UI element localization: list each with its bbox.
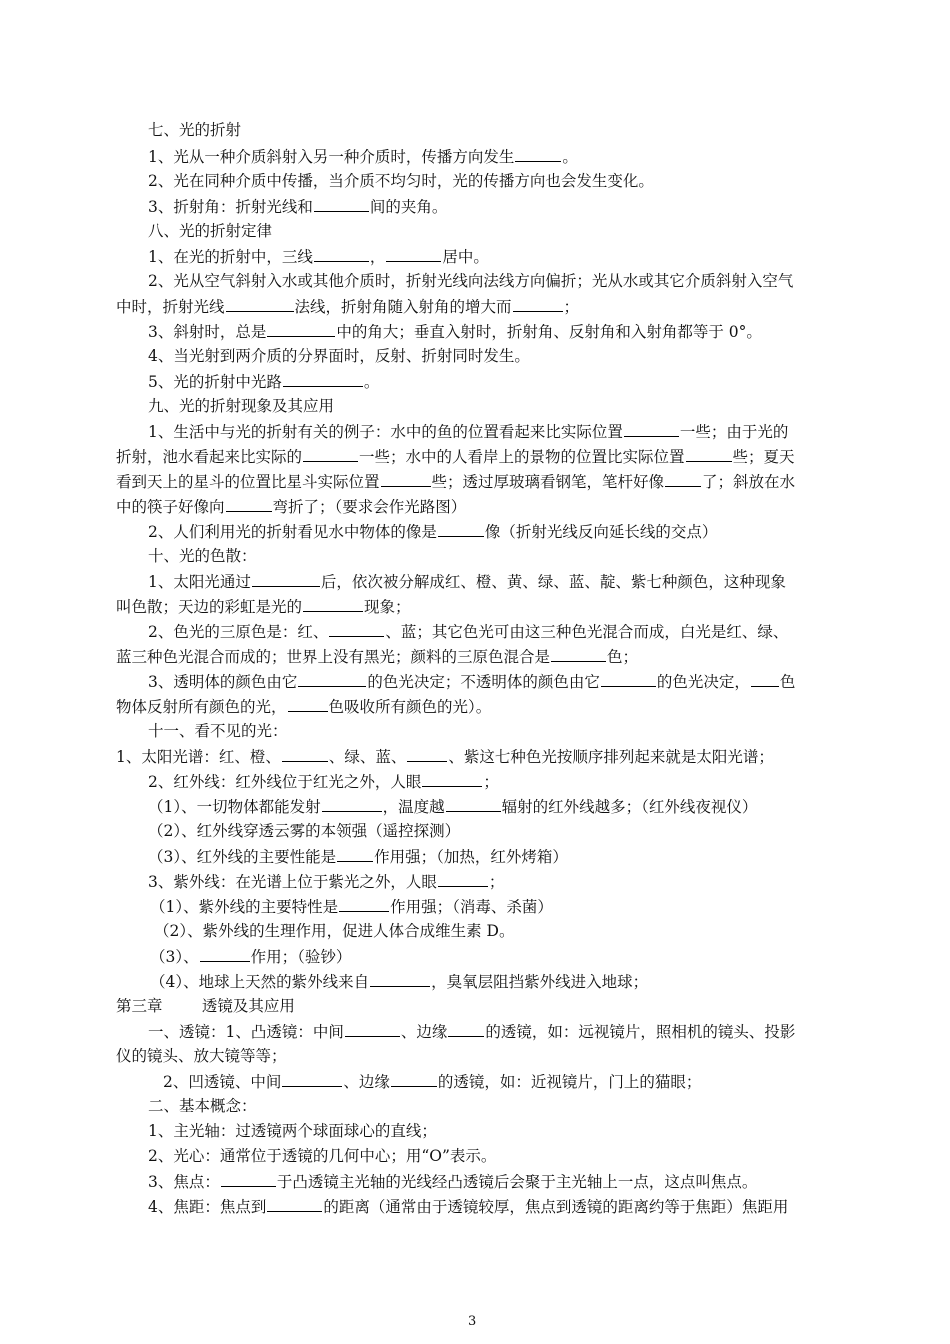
fill-blank[interactable] <box>267 1196 322 1212</box>
fill-blank[interactable] <box>386 246 441 262</box>
text-line: 2、凹透镜、中间 、边缘 的透镜，如：近视镜片，门上的猫眼； <box>163 1073 702 1091</box>
text-line: 3、折射角：折射光线和 间的夹角。 <box>148 198 448 216</box>
fill-blank[interactable] <box>314 196 369 212</box>
text-line: 1、生活中与光的折射有关的例子：水中的鱼的位置看起来比实际位置 一些；由于光的 <box>148 423 789 441</box>
fill-blank[interactable] <box>298 671 366 687</box>
fill-blank[interactable] <box>221 1171 276 1187</box>
text-line: 折射，池水看起来比实际的 一些；水中的人看岸上的景物的位置比实际位置 些；夏天 <box>116 448 795 466</box>
text-line: （3）、红外线的主要性能是 作用强；（加热，红外烤箱） <box>148 848 568 866</box>
fill-blank[interactable] <box>252 571 320 587</box>
text-line: 5、光的折射中光路 。 <box>148 373 380 391</box>
fill-blank[interactable] <box>448 1021 484 1037</box>
fill-blank[interactable] <box>200 946 250 962</box>
fill-blank[interactable] <box>515 146 561 162</box>
text-line: 蓝三种色光混合而成的；世界上没有黑光；颜料的三原色混合是 色； <box>116 648 639 666</box>
fill-blank[interactable] <box>226 296 294 312</box>
text-line: 3、紫外线：在光谱上位于紫光之外，人眼 ； <box>148 873 505 891</box>
text-line: 3、焦点： 于凸透镜主光轴的光线经凸透镜后会聚于主光轴上一点，这点叫焦点。 <box>148 1173 758 1191</box>
fill-blank[interactable] <box>303 446 358 462</box>
text-line: 中时，折射光线 法线，折射角随入射角的增大而 ； <box>116 298 580 316</box>
fill-blank[interactable] <box>370 971 430 987</box>
fill-blank[interactable] <box>314 246 369 262</box>
fill-blank[interactable] <box>322 796 382 812</box>
text-line: 4、焦距：焦点到 的距离（通常由于透镜较厚，焦点到透镜的距离约等于焦距）焦距用 <box>148 1198 789 1216</box>
text-line: （1）、紫外线的主要特性是 作用强；（消毒、杀菌） <box>150 898 553 916</box>
text-line: 中的筷子好像向 弯折了；（要求会作光路图） <box>116 498 467 516</box>
section-title: 十、光的色散： <box>148 547 257 565</box>
fill-blank[interactable] <box>551 646 606 662</box>
text-line: 2、红外线：红外线位于红光之外，人眼 ； <box>148 773 499 791</box>
fill-blank[interactable] <box>381 471 431 487</box>
fill-blank[interactable] <box>339 896 389 912</box>
fill-blank[interactable] <box>438 871 488 887</box>
fill-blank[interactable] <box>226 496 272 512</box>
fill-blank[interactable] <box>446 796 501 812</box>
text-line: 2、色光的三原色是：红、 、蓝；其它色光可由这三种色光混合而成，白光是红、绿、 <box>148 623 789 641</box>
fill-blank[interactable] <box>329 621 384 637</box>
section-title: 八、光的折射定律 <box>148 222 273 240</box>
text-line: 1、在光的折射中，三线 ， 居中。 <box>148 248 489 266</box>
fill-blank[interactable] <box>283 371 363 387</box>
text-line: （2）、紫外线的生理作用，促进人体合成维生素 D。 <box>154 922 515 940</box>
text-line: 3、透明体的颜色由它 的色光决定；不透明体的颜色由它 的色光决定， 色 <box>148 673 796 691</box>
page-number: 3 <box>468 1314 477 1329</box>
fill-blank[interactable] <box>288 696 328 712</box>
fill-blank[interactable] <box>282 746 328 762</box>
text-line: 1、主光轴：过透镜两个球面球心的直线； <box>148 1122 437 1140</box>
text-line: 2、人们利用光的折射看见水中物体的像是 像（折射光线反向延长线的交点） <box>148 523 718 541</box>
text-line: 4、当光射到两介质的分界面时，反射、折射同时发生。 <box>148 347 530 365</box>
chapter-title: 第三章 透镜及其应用 <box>116 997 295 1015</box>
fill-blank[interactable] <box>345 1021 400 1037</box>
fill-blank[interactable] <box>601 671 656 687</box>
text-line: （4）、地球上天然的紫外线来自 ，臭氧层阻挡紫外线进入地球； <box>150 973 649 991</box>
section-title: 七、光的折射 <box>148 121 242 139</box>
text-line: 一、透镜：1、凸透镜：中间 、边缘 的透镜，如：远视镜片，照相机的镜头、投影 <box>148 1023 796 1041</box>
text-line: 2、光从空气斜射入水或其他介质时，折射光线向法线方向偏折；光从水或其它介质斜射入空气 <box>148 272 794 290</box>
text-line: 1、太阳光谱：红、橙、 、绿、蓝、 、紫这七种色光按顺序排列起来就是太阳光谱； <box>116 748 774 766</box>
section-title: 十一、看不见的光： <box>148 722 288 740</box>
text-line: （1）、一切物体都能发射 ，温度越 辐射的红外线越多；（红外线夜视仪） <box>148 798 758 816</box>
section-title: 九、光的折射现象及其应用 <box>148 397 335 415</box>
text-line: 1、太阳光通过 后，依次被分解成红、橙、黄、绿、蓝、靛、紫七种颜色，这种现象 <box>148 573 786 591</box>
text-line: 1、光从一种介质斜射入另一种介质时，传播方向发生 。 <box>148 148 578 166</box>
fill-blank[interactable] <box>751 671 779 687</box>
fill-blank[interactable] <box>282 1071 342 1087</box>
fill-blank[interactable] <box>438 521 484 537</box>
text-line: 物体反射所有颜色的光， 色吸收所有颜色的光）。 <box>116 698 492 716</box>
fill-blank[interactable] <box>391 1071 437 1087</box>
fill-blank[interactable] <box>267 321 335 337</box>
text-line: 3、斜射时，总是 中的角大；垂直入射时，折射角、反射角和入射角都等于 0°。 <box>148 323 762 341</box>
text-line: 仪的镜头、放大镜等等； <box>116 1047 287 1065</box>
text-line: 叫色散；天边的彩虹是光的 现象； <box>116 598 411 616</box>
text-line: 2、光在同种介质中传播，当介质不均匀时，光的传播方向也会发生变化。 <box>148 172 654 190</box>
text-line: 2、光心：通常位于透镜的几何中心；用“O”表示。 <box>148 1147 497 1165</box>
fill-blank[interactable] <box>407 746 447 762</box>
fill-blank[interactable] <box>665 471 701 487</box>
text-line: （2）、红外线穿透云雾的本领强（遥控探测） <box>148 822 461 840</box>
fill-blank[interactable] <box>624 421 679 437</box>
text-line: 看到天上的星斗的位置比星斗实际位置 些；透过厚玻璃看钢笔，笔杆好像 了；斜放在水 <box>116 473 796 491</box>
text-line: （3）、 作用；（验钞） <box>150 948 352 966</box>
fill-blank[interactable] <box>513 296 563 312</box>
fill-blank[interactable] <box>303 596 363 612</box>
fill-blank[interactable] <box>337 846 373 862</box>
fill-blank[interactable] <box>422 771 482 787</box>
section-title: 二、基本概念： <box>148 1097 257 1115</box>
fill-blank[interactable] <box>686 446 732 462</box>
